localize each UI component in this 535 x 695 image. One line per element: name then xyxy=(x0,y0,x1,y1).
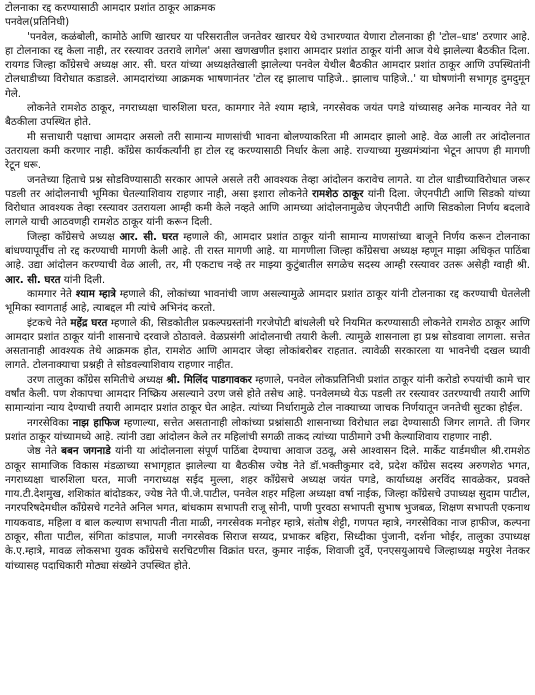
highlighted-name: आर. सी. घरत xyxy=(5,273,61,286)
article-paragraph xyxy=(5,316,530,373)
paragraph-text: उरण तालुका काँग्रेस समितीचे अध्यक्ष xyxy=(27,373,167,386)
paragraph-text: जिल्हा काँग्रेसचे अध्यक्ष xyxy=(27,230,120,243)
paragraph-text: मी सत्ताधारी पक्षाचा आमदार असलो तरी सामान्य माणसांची भावना बोलण्याकरिता मी आमदार झालो आहे. वेळ आली तर आंदोलनात उतरायला कमी करणार नाही. काँग्रेस कार्यकर्त्यांनी हा टोल रद्द करण्यासाठी निर्धार केला आहे. राज्याच्या मुख्यमंत्र्यांना भेटून आपण ही मागणी रेटून धरू. xyxy=(5,130,530,172)
article-paragraph xyxy=(5,230,530,287)
paragraph-text: नगरसेविका xyxy=(27,416,73,429)
article-byline: पनवेल(प्रतिनिधी) xyxy=(5,16,70,29)
highlighted-name: रामशेठ ठाकूर xyxy=(312,187,364,200)
article-paragraph xyxy=(5,444,530,573)
paragraph-text: यांनी दिला. जेएनपीटी आणि सिडको यांच्या विरोधात आवश्यक तेव्हा रस्त्यावर उतरायला आम्ही कमी केले नव्हते आणि आमच्या आंदोलनामुळेच जेएनपीटी आणि सिडकोला निर्णय बदलावे लागले याची आठवणही रामशेठ ठाकूर यांनी करून दिली. xyxy=(5,187,530,229)
highlighted-name: श्याम म्हात्रे xyxy=(75,287,116,300)
paragraph-text: म्हणाले, पनवेल लोकप्रतिनिधी प्रशांत ठाकूर यांनी करोडो रुपयांची कामे चार वर्षांत केली. पण शेकापचा आमदार निष्क्रिय असल्याने उरण जसे होते तसेच आहे. पनवेलमध्ये येऊ पडली तर रस्त्यावर उतरण्याची तयारी आणि सामान्यांना न्याय देण्याची तयारी आमदार प्रशांत ठाकूर घेत आहेत. त्यांच्या निर्धारामुळे टोल नाक्याच्या जाचक निर्णयातून जनतेची सुटका होईल. xyxy=(5,373,530,415)
article-paragraph xyxy=(5,173,530,230)
paragraph-text: म्हणाले की, लोकांच्या भावनांची जाण असल्यामुळे आमदार प्रशांत ठाकूर यांनी टोलनाका रद्द करण्याची घेतलेली भूमिका स्वागतार्ह आहे, त्याबद्दल मी त्यांचे अभिनंद करतो. xyxy=(5,287,531,315)
paragraph-text: म्हणाले की, आमदार प्रशांत ठाकूर यांनी सामान्य माणसांच्या बाजूने निर्णय करून टोलनाका बांधण्यापूर्वीच तो रद्द करण्याची मागणी केली आहे. ती रास्त मागणी आहे. या मागणीला जिल्हा काँग्रेसचा अध्यक्ष म्हणून माझा अधिकृत पाठिंबा आहे. उद्या आंदोलन करण्याची वेळ आली, तर, मी एकटाच नव्हे तर माझ्या कुटुंबातील सगळेच सदस्य आम्ही रस्त्यावर उतरू असेही ग्वाही श्री. xyxy=(5,230,530,272)
article-paragraph xyxy=(5,287,530,316)
paragraph-text: कामगार नेते xyxy=(27,287,76,300)
highlighted-name: श्री. मिलिंद पाडगावकर xyxy=(166,373,252,386)
paragraph-text: यांनी दिली. xyxy=(60,273,106,286)
paragraph-text: इंटकचे नेते xyxy=(27,316,71,329)
highlighted-name: बबन जगनाडे xyxy=(61,445,111,458)
article-paragraph xyxy=(5,373,530,416)
article-body xyxy=(5,30,530,573)
highlighted-name: महेंद्र घरत xyxy=(70,316,108,329)
paragraph-text: 'पनवेल, कळंबोली, कामोठे आणि खारघर या परिसरातील जनतेवर खारघर येथे उभारण्यात येणारा टोलनाका ही 'टोल–धाड' ठरणार आहे. हा टोलनाका रद्द केला नाही, तर रस्त्यावर उतरावे लागेल' असा खणखणीत इशारा आमदार प्रशांत ठाकूर यांनी आज येथे झालेल्या बैठकीत दिला. रायगड जिल्हा काँग्रेसचे अध्यक्ष आर. सी. घरत यांच्या अध्यक्षतेखाली झालेल्या पनवेल येथील बैठकीत आमदार प्रशांत ठाकूर आणि उपस्थितांनी टोलधाडीच्या विरोधात कडाडले. आमदारांच्या आक्रमक भाषणानंतर 'टोल रद्द झालाच पाहिजे.. झालाच पाहिजे..' या घोषणांनी सभागृह दुमदुमून गेले. xyxy=(5,30,530,100)
article-paragraph xyxy=(5,30,530,101)
highlighted-name: आर. सी. घरत xyxy=(119,230,179,243)
highlighted-name: नाझ हाफिज xyxy=(72,416,120,429)
article-paragraph xyxy=(5,101,530,130)
paragraph-text: म्हणाले की, सिडकोतील प्रकल्पग्रस्तांनी गरजेपोटी बांधलेली घरे नियमित करण्यासाठी लोकनेते रामशेठ ठाकूर आणि आमदार प्रशांत ठाकूर यांनी शासनाचे दरवाजे ठोठावले. वेळप्रसंगी आंदोलनाची तयारी केली. त्यामुळे शासनाला हा प्रश्न सोडवावा लागला. सत्तेत असतानाही आवश्यक तेथे आक्रमक होत, रामशेठ आणि आमदार जेव्हा लोकांबरोबर राहतात. त्यावेळी सरकारला या भावनेची दखल घ्यावी लागते. टोलनाक्याचा प्रश्नही ते सोडवल्याशिवाय राहणार नाहीत. xyxy=(5,316,530,372)
paragraph-text: जेष्ठ नेते xyxy=(27,445,62,458)
article-headline: टोलनाका रद्द करण्यासाठी आमदार प्रशांत ठाकूर आक्रमक xyxy=(5,2,216,14)
article-paragraph xyxy=(5,130,530,173)
paragraph-text: यांनी या आंदोलनाला संपूर्ण पाठिंबा देण्याचा आवाज उठवू, असे आश्वासन दिले. मार्केट यार्डमधील श्री.रामशेठ ठाकूर सामाजिक विकास मंडळाच्या सभागृहात झालेल्या या बैठकीस ज्येष्ठ नेते डॉ.भक्तीकुमार दवे, प्रदेश काँग्रेस सदस्य अरुणशेठ भगत, नगराध्यक्षा चारुशिला घरत, माजी नगराध्यक्ष सईद मुल्ला, शहर काँग्रेसचे अध्यक्ष जयंत पगडे, कार्याध्यक्ष अरविंद सावळेकर, प्रवक्ते गाय.टी.देशमुख, शशिकांत बांदोडकर, ज्येष्ठ नेते पी.जे.पाटील, पनवेल शहर महिला अध्यक्षा वर्षा नाईक, जिल्हा काँग्रेसचे उपाध्यक्ष सुदाम पाटील, नगरपरिषदेमधील काँग्रेसचे गटनेते अनिल भगत, बांधकाम सभापती राजू सोनी, पाणी पुरवठा सभापती सुभाष भुजबळ, शिक्षण सभापती एकनाथ गायकवाड, महिला व बाल कल्याण सभापती नीता माळी, नगरसेवक मनोहर म्हात्रे, संतोष शेट्टी, गणपत म्हात्रे, नगरसेविका नाज हाफीज, कल्पना ठाकूर, सीता पाटील, संगिता कांडपाल, माजी नगरसेवक सिराज सय्यद, प्रभाकर बहिरा, सिध्दीका पुंजानी, दर्शना भोईर, तालुका उपाध्यक्ष के.ए.म्हात्रे, मावळ लोकसभा युवक काँग्रेसचे सरचिटणीस विक्रांत घरत, कुमार नाईक, शिवाजी दुर्वे, एनएसयुआयचे जिल्हाध्यक्ष मयुरेश नेतकर यांच्यासह पदाधिकारी मोठ्या संख्येने उपस्थित होते. xyxy=(5,445,531,572)
paragraph-text: म्हणाल्या, सत्तेत असतानाही लोकांच्या प्रश्नांसाठी शासनाच्या विरोधात लढा देण्यासाठी जिगर लागते. ती जिगर प्रशांत ठाकूर यांच्यामध्ये आहे. त्यांनी उद्या आंदोलन केले तर महिलांची सगळी ताकद त्यांच्या पाठीमागे उभी केल्याशिवाय राहणार नाही. xyxy=(5,416,530,443)
article-paragraph xyxy=(5,416,530,445)
paragraph-text: जनतेच्या हिताचे प्रश्न सोडविण्यासाठी सरकार आपले असले तरी आवश्यक तेव्हा आंदोलन करावेच लागते. या टोल धाडीच्याविरोधात जरूर पडली तर आंदोलनाची भूमिका घेतल्याशिवाय राहणार नाही, असा इशारा लोकनेते xyxy=(5,173,530,200)
paragraph-text: लोकनेते रामशेठ ठाकूर, नगराध्यक्षा चारुशिला घरत, कामगार नेते श्याम म्हात्रे, नगरसेवक जयंत पगडे यांच्यासह अनेक मान्यवर नेते या बैठकीला उपस्थित होते. xyxy=(5,102,530,129)
